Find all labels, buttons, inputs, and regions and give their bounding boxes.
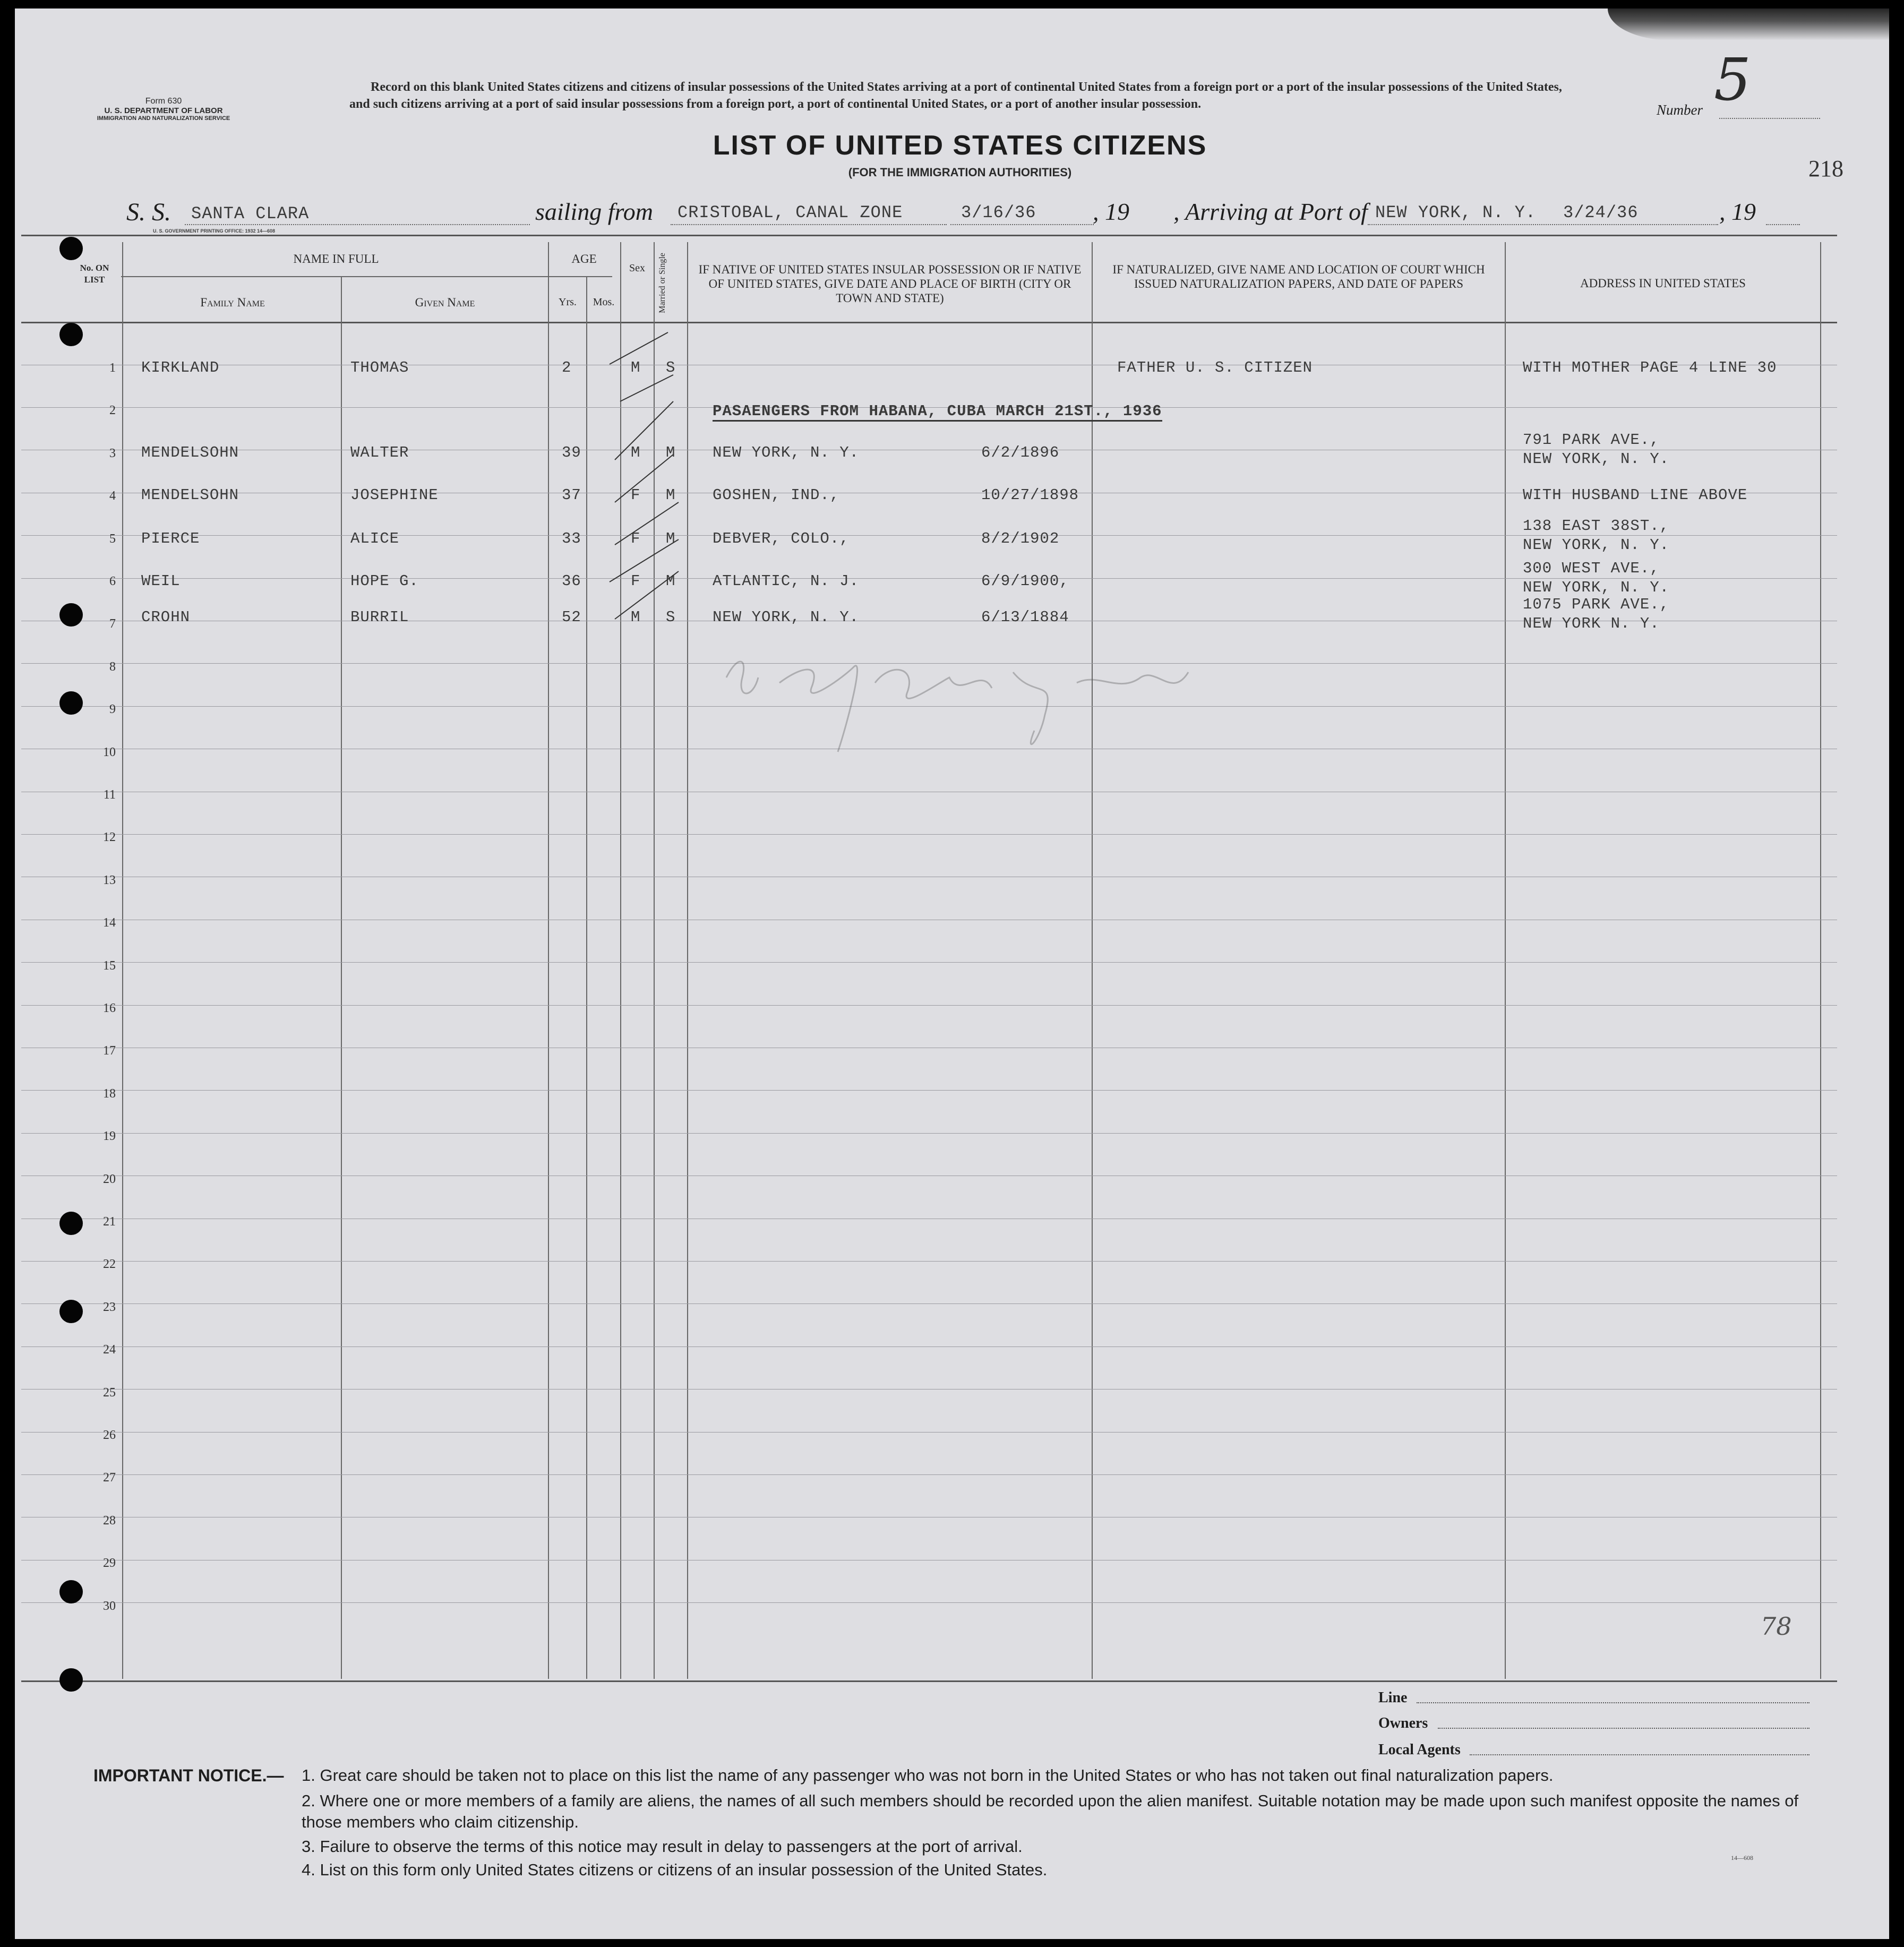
header-address: ADDRESS IN UNITED STATES bbox=[1580, 277, 1746, 290]
arrival-underline bbox=[1368, 224, 1718, 225]
marital-status-cell: M bbox=[666, 572, 676, 590]
line-number: 16 bbox=[103, 1001, 116, 1015]
line-number: 29 bbox=[103, 1556, 116, 1570]
sex-cell: F bbox=[631, 530, 641, 547]
header-naturalized: IF NATURALIZED, GIVE NAME AND LOCATION OF COURT WHICH ISSUED NATURALIZATION PAPERS, AND DATE OF PAPERS bbox=[1112, 263, 1485, 290]
marital-status-cell: M bbox=[666, 530, 676, 547]
col-line-8 bbox=[1092, 242, 1093, 1679]
col-line-1 bbox=[122, 242, 123, 1679]
header-age: AGE bbox=[571, 252, 597, 265]
line-number: 14 bbox=[103, 916, 116, 930]
check-marks bbox=[599, 322, 705, 635]
line-number: 27 bbox=[103, 1471, 116, 1485]
birth-date-cell: 6/2/1896 bbox=[981, 444, 1060, 461]
address-line-1-cell: WITH HUSBAND LINE ABOVE bbox=[1523, 486, 1748, 504]
family-name-cell: MENDELSOHN bbox=[141, 486, 239, 504]
line-number: 21 bbox=[103, 1215, 116, 1229]
header-given-name: Given Name bbox=[415, 296, 475, 309]
arrival-port: NEW YORK, N. Y. bbox=[1375, 203, 1537, 222]
ruled-line bbox=[21, 535, 1837, 536]
line-number: 28 bbox=[103, 1514, 116, 1528]
header-mos: Mos. bbox=[593, 296, 615, 308]
line-number: 10 bbox=[103, 745, 116, 759]
header-no-on-list: No. ON LIST bbox=[80, 263, 109, 285]
family-name-cell: CROHN bbox=[141, 608, 191, 626]
line-number: 3 bbox=[109, 447, 116, 460]
header-birth: IF NATIVE OF UNITED STATES INSULAR POSSESSION OR IF NATIVE OF UNITED STATES, GIVE DATE AND PLACE OF BIRTH (CITY OR TOWN AND STATE) bbox=[698, 263, 1082, 305]
col-line-4 bbox=[586, 277, 587, 1679]
instructions: Record on this blank United States citizens and citizens of insular possessions of the United States arriving at a port of continental United States from a foreign port or a port of the insular possessions of the United States, and such citizens arriving at a port of said insular possessions from a foreign port, a port of continental United States, or a port of another insular possession. bbox=[349, 80, 1562, 111]
age-years-cell: 36 bbox=[562, 572, 581, 590]
family-name-cell: WEIL bbox=[141, 572, 181, 590]
binder-hole-2 bbox=[59, 323, 83, 346]
line-number: 23 bbox=[103, 1300, 116, 1314]
year-underline bbox=[1766, 224, 1800, 225]
line-number: 1 bbox=[109, 361, 116, 375]
given-name-cell: BURRIL bbox=[350, 608, 409, 626]
age-subdivider bbox=[548, 276, 612, 277]
page-title: LIST OF UNITED STATES CITIZENS bbox=[713, 130, 1207, 161]
marital-status-cell: S bbox=[666, 359, 676, 376]
binder-hole-6 bbox=[59, 1300, 83, 1323]
notice-2: 2. Where one or more members of a family are aliens, the names of all such members should be recorded upon the alien manifest. Suitable notation may be made upon such manifest opposite the names of those members who claim citizenship. bbox=[302, 1791, 1799, 1831]
line-number: 4 bbox=[109, 489, 116, 503]
printing-office: U. S. GOVERNMENT PRINTING OFFICE: 1932 14—608 bbox=[153, 228, 276, 234]
agents-field bbox=[1470, 1754, 1809, 1755]
col-line-3 bbox=[548, 242, 549, 1679]
footer-owners-label: Owners bbox=[1378, 1715, 1428, 1731]
family-name-cell: KIRKLAND bbox=[141, 359, 220, 376]
header-family-name: Family Name bbox=[200, 296, 265, 309]
line-number: 26 bbox=[103, 1428, 116, 1442]
line-number: 5 bbox=[109, 532, 116, 546]
department: U. S. DEPARTMENT OF LABOR bbox=[104, 106, 223, 115]
line-number: 13 bbox=[103, 873, 116, 887]
line-number: 8 bbox=[109, 660, 116, 674]
ruled-line bbox=[21, 1133, 1837, 1134]
sail-date: 3/16/36 bbox=[961, 203, 1036, 222]
binder-hole-7 bbox=[59, 1580, 83, 1603]
header-sex: Sex bbox=[629, 262, 645, 274]
ruled-line bbox=[21, 962, 1837, 963]
line-number: 2 bbox=[109, 404, 116, 417]
line-number: 18 bbox=[103, 1087, 116, 1101]
number-underline bbox=[1719, 118, 1820, 119]
ruled-line bbox=[21, 834, 1837, 835]
sex-cell: F bbox=[631, 572, 641, 590]
arriving-label: , Arriving at Port of bbox=[1173, 198, 1368, 225]
age-years-cell: 52 bbox=[562, 608, 581, 626]
page-stamp: 218 bbox=[1808, 156, 1843, 182]
ruled-line bbox=[21, 1389, 1837, 1390]
sail-date-underline bbox=[950, 224, 1094, 225]
notice-label: IMPORTANT NOTICE.— bbox=[93, 1766, 284, 1785]
header-name-in-full: NAME IN FULL bbox=[293, 252, 379, 265]
notice-1: 1. Great care should be taken not to place on this list the name of any passenger who was not born in the United States or who has not taken out final naturalization papers. bbox=[302, 1766, 1554, 1785]
footer-agents-label: Local Agents bbox=[1378, 1742, 1461, 1758]
number-value: 5 bbox=[1714, 46, 1751, 114]
line-number: 6 bbox=[109, 574, 116, 588]
given-name-cell: JOSEPHINE bbox=[350, 486, 439, 504]
ruled-line bbox=[21, 1005, 1837, 1006]
birth-date-cell: 6/13/1884 bbox=[981, 608, 1069, 626]
line-number: 15 bbox=[103, 959, 116, 973]
footer-line-label: Line bbox=[1378, 1689, 1408, 1706]
birth-place-cell: ATLANTIC, N. J. bbox=[713, 572, 860, 590]
form-code: 14—608 bbox=[1731, 1854, 1753, 1862]
binder-hole-1 bbox=[59, 237, 83, 260]
count-annotation: 78 bbox=[1761, 1612, 1792, 1641]
address-line-2-cell: NEW YORK, N. Y. bbox=[1523, 536, 1670, 554]
marital-status-cell: M bbox=[666, 444, 676, 461]
ruled-line bbox=[21, 1090, 1837, 1091]
naturalization-cell: FATHER U. S. CITIZEN bbox=[1117, 359, 1313, 376]
birth-date-cell: 6/9/1900, bbox=[981, 572, 1069, 590]
birth-place-cell: NEW YORK, N. Y. bbox=[713, 444, 860, 461]
address-line-1-cell: 1075 PARK AVE., bbox=[1523, 596, 1670, 613]
ss-label: S. S. bbox=[126, 198, 171, 226]
address-line-2-cell: NEW YORK, N. Y. bbox=[1523, 579, 1670, 596]
binder-hole-5 bbox=[59, 1212, 83, 1235]
form-number: Form 630 bbox=[145, 97, 182, 106]
birth-place-cell: GOSHEN, IND., bbox=[713, 486, 840, 504]
arrival-date: 3/24/36 bbox=[1563, 203, 1639, 222]
address-line-1-cell: 138 EAST 38ST., bbox=[1523, 517, 1670, 535]
sex-cell: M bbox=[631, 608, 641, 626]
from-port: CRISTOBAL, CANAL ZONE bbox=[677, 203, 903, 222]
sex-cell: M bbox=[631, 444, 641, 461]
from-underline bbox=[671, 224, 947, 225]
line-number: 9 bbox=[109, 702, 116, 716]
birth-place-cell: PASAENGERS FROM HABANA, CUBA MARCH 21ST., 1936 bbox=[713, 402, 1162, 422]
line-number: 20 bbox=[103, 1172, 116, 1186]
torn-corner bbox=[1608, 8, 1889, 40]
sex-cell: F bbox=[631, 486, 641, 504]
ruled-line bbox=[21, 1346, 1837, 1347]
birth-date-cell: 10/27/1898 bbox=[981, 486, 1079, 504]
address-line-2-cell: NEW YORK, N. Y. bbox=[1523, 450, 1670, 468]
address-line-1-cell: 791 PARK AVE., bbox=[1523, 431, 1660, 449]
age-years-cell: 37 bbox=[562, 486, 581, 504]
address-line-2-cell: NEW YORK N. Y. bbox=[1523, 615, 1660, 632]
notice-4: 4. List on this form only United States citizens or citizens of an insular possession of the United States. bbox=[302, 1860, 1048, 1879]
given-name-cell: ALICE bbox=[350, 530, 400, 547]
ship-underline bbox=[185, 224, 530, 225]
line-number: 11 bbox=[103, 788, 116, 802]
birth-date-cell: 8/2/1902 bbox=[981, 530, 1060, 547]
ruled-line bbox=[21, 1602, 1837, 1603]
line-number: 12 bbox=[103, 830, 116, 844]
age-years-cell: 39 bbox=[562, 444, 581, 461]
year-label-2: , 19 bbox=[1719, 198, 1756, 225]
line-number: 24 bbox=[103, 1343, 116, 1357]
given-name-cell: WALTER bbox=[350, 444, 409, 461]
birth-place-cell: NEW YORK, N. Y. bbox=[713, 608, 860, 626]
sex-cell: M bbox=[631, 359, 641, 376]
service: IMMIGRATION AND NATURALIZATION SERVICE bbox=[97, 115, 230, 122]
given-name-cell: HOPE G. bbox=[350, 572, 419, 590]
line-number: 25 bbox=[103, 1386, 116, 1400]
ship-name: SANTA CLARA bbox=[191, 204, 310, 224]
marital-status-cell: S bbox=[666, 608, 676, 626]
year-label-1: , 19 bbox=[1093, 198, 1129, 225]
sailing-label: sailing from bbox=[535, 198, 653, 225]
ruled-line bbox=[21, 1261, 1837, 1262]
ruled-line bbox=[21, 1303, 1837, 1304]
binder-hole-4 bbox=[59, 691, 83, 715]
header-married-or-single: Married or Single bbox=[658, 253, 667, 313]
notice-3: 3. Failure to observe the terms of this notice may result in delay to passengers at the port of arrival. bbox=[302, 1837, 1023, 1856]
family-name-cell: MENDELSOHN bbox=[141, 444, 239, 461]
line-field bbox=[1417, 1702, 1809, 1703]
number-label: Number bbox=[1657, 102, 1703, 118]
col-line-2 bbox=[341, 277, 342, 1679]
col-line-9 bbox=[1505, 242, 1506, 1679]
header-yrs: Yrs. bbox=[559, 296, 577, 308]
line-number: 22 bbox=[103, 1257, 116, 1271]
page-subtitle: (FOR THE IMMIGRATION AUTHORITIES) bbox=[848, 166, 1072, 179]
inspector-signature bbox=[716, 635, 1204, 773]
line-number: 30 bbox=[103, 1599, 116, 1613]
marital-status-cell: M bbox=[666, 486, 676, 504]
ruled-line bbox=[21, 1432, 1837, 1433]
address-line-1-cell: WITH MOTHER PAGE 4 LINE 30 bbox=[1523, 359, 1777, 376]
binder-hole-8 bbox=[59, 1668, 83, 1692]
given-name-cell: THOMAS bbox=[350, 359, 409, 376]
ruled-line bbox=[21, 1474, 1837, 1475]
line-number: 17 bbox=[103, 1044, 116, 1058]
manifest-sheet bbox=[15, 8, 1889, 1939]
line-number: 7 bbox=[109, 617, 116, 631]
address-line-1-cell: 300 WEST AVE., bbox=[1523, 560, 1660, 577]
age-years-cell: 33 bbox=[562, 530, 581, 547]
name-subdivider bbox=[121, 276, 548, 277]
col-line-10 bbox=[1820, 242, 1821, 1679]
family-name-cell: PIERCE bbox=[141, 530, 200, 547]
header-divider bbox=[21, 322, 1837, 323]
binder-hole-3 bbox=[59, 603, 83, 627]
line-number: 19 bbox=[103, 1129, 116, 1143]
owners-field bbox=[1438, 1728, 1809, 1729]
birth-place-cell: DEBVER, COLO., bbox=[713, 530, 850, 547]
age-years-cell: 2 bbox=[562, 359, 572, 376]
form-block bbox=[63, 97, 264, 122]
